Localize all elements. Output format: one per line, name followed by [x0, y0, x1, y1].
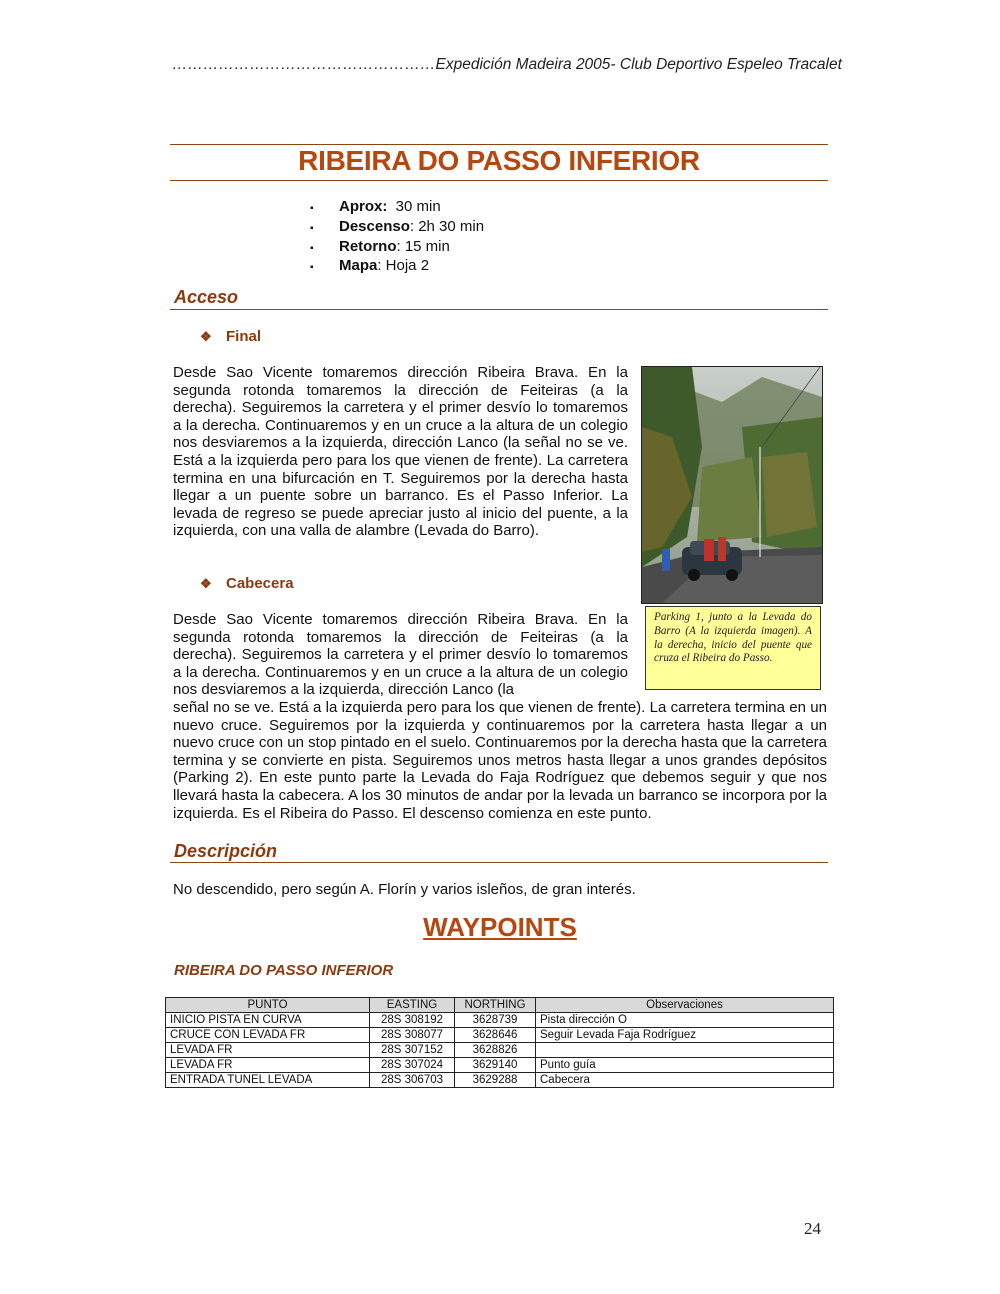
column-header-northing: NORTHING	[455, 998, 536, 1013]
cell-punto: CRUCE CON LEVADA FR	[166, 1028, 370, 1043]
bullet-icon: ▪	[310, 242, 314, 254]
bullet-icon: ▪	[310, 203, 314, 214]
section-heading-descripcion: Descripción	[174, 841, 278, 861]
cell-northing: 3628739	[455, 1013, 536, 1028]
cell-northing: 3629140	[455, 1058, 536, 1073]
cell-easting: 28S 307152	[370, 1043, 455, 1058]
parking-photo-image	[642, 367, 822, 603]
waypoints-heading: WAYPOINTS	[423, 912, 577, 942]
waypoints-subtitle: RIBEIRA DO PASSO INFERIOR	[174, 962, 394, 979]
bullet-icon: ▪	[310, 262, 314, 274]
table-header-row	[166, 998, 834, 1013]
cell-observaciones	[536, 1043, 834, 1058]
cell-easting: 28S 306703	[370, 1073, 455, 1088]
subheading-final: ❖ Final	[200, 328, 262, 345]
cell-northing: 3628646	[455, 1028, 536, 1043]
summary-item-aprox: ▪ Aprox: 30 min	[310, 198, 484, 218]
cell-punto: INICIO PISTA EN CURVA	[166, 1013, 370, 1028]
bullet-icon: ▪	[310, 222, 314, 234]
column-header-observaciones: Observaciones	[536, 998, 834, 1013]
column-header-easting: EASTING	[370, 998, 455, 1013]
table-row	[166, 1013, 834, 1028]
cell-easting: 28S 308192	[370, 1013, 455, 1028]
cell-easting: 28S 308077	[370, 1028, 455, 1043]
page-title: RIBEIRA DO PASSO INFERIOR	[298, 145, 700, 176]
diamond-bullet-icon: ❖	[200, 328, 212, 344]
diamond-bullet-icon: ❖	[200, 575, 212, 591]
title-rule-bottom	[170, 180, 828, 181]
page-number: 24	[804, 1219, 821, 1238]
photo-caption: Parking 1, junto a la Levada do Barro (A la izquierda imagen). A la derecha, inicio del puente que cruza el Ribeira do Passo.	[645, 606, 821, 690]
column-header-punto: PUNTO	[166, 998, 370, 1013]
section-rule-acceso	[170, 309, 828, 310]
cell-northing: 3629288	[455, 1073, 536, 1088]
paragraph-final: Desde Sao Vicente tomaremos dirección Ribeira Brava. En la segunda rotonda tomaremos la dirección de Feiteiras (a la derecha). Seguiremos la carretera y el primer desvío lo tomaremos a la derecha. Continuaremos y en un cruce a la altura de un colegio nos desviaremos a la izquierda, dirección Lanco (la señal no se ve. Está a la izquierda pero para los que vienen de frente). La carretera termina en una bifurcación en T. Seguiremos por la derecha hasta llegar a un puente sobre un barranco. Es el Passo Inferior. La levada de regreso se puede apreciar justo al inicio del puente, a la izquierda, con una valla de alambre (Levada do Barro).	[173, 364, 628, 540]
section-heading-acceso: Acceso	[174, 287, 239, 307]
table-row	[166, 1058, 834, 1073]
cell-observaciones: Punto guía	[536, 1058, 834, 1073]
cell-punto: LEVADA FR	[166, 1043, 370, 1058]
cell-observaciones: Cabecera	[536, 1073, 834, 1088]
cell-observaciones: Pista dirección O	[536, 1013, 834, 1028]
waypoints-table	[165, 997, 834, 1088]
paragraph-cabecera-narrow: Desde Sao Vicente tomaremos dirección Ribeira Brava. En la segunda rotonda tomaremos la dirección de Feiteiras (a la derecha). Seguiremos la carretera y el primer desvío lo tomaremos a la derecha. Continuaremos y en un cruce a la altura de un colegio nos desviaremos a la izquierda, dirección Lanco (la	[173, 611, 628, 699]
table-row	[166, 1043, 834, 1058]
cell-punto: LEVADA FR	[166, 1058, 370, 1073]
paragraph-descripcion: No descendido, pero según A. Florín y varios isleños, de gran interés.	[173, 881, 636, 898]
summary-list	[310, 198, 484, 277]
section-rule-descripcion	[170, 862, 828, 863]
summary-item-mapa: ▪ Mapa : Hoja 2	[310, 257, 484, 277]
parking-photo	[641, 366, 823, 604]
table-row	[166, 1073, 834, 1088]
paragraph-cabecera-wide: señal no se ve. Está a la izquierda pero para los que vienen de frente). La carretera termina en un nuevo cruce. Seguiremos por la izquierda y continuaremos por la carretera hasta llegar a un nuevo cruce con un stop pintado en el suelo. Continuaremos por la derecha hasta que la carretera termina y se convierte en pista. Seguiremos unos metros hasta llegar a unos grandes depósitos (Parking 2). En este punto parte la Levada do Faja Rodríguez que debemos seguir y que nos llevará hasta la cabecera. A los 30 minutos de andar por la levada un barranco se incorpora por la izquierda. Es el Ribeira do Passo. El descenso comienza en este punto.	[173, 699, 827, 822]
cell-northing: 3628826	[455, 1043, 536, 1058]
cell-punto: ENTRADA TUNEL LEVADA	[166, 1073, 370, 1088]
table-row	[166, 1028, 834, 1043]
running-header: ……………………………………………Expedición Madeira 2005- Club Deportivo Espeleo Tracalet	[172, 56, 842, 73]
summary-item-descenso: ▪ Descenso : 2h 30 min	[310, 218, 484, 238]
cell-easting: 28S 307024	[370, 1058, 455, 1073]
subheading-cabecera: ❖ Cabecera	[200, 575, 294, 592]
cell-observaciones: Seguir Levada Faja Rodríguez	[536, 1028, 834, 1043]
summary-item-retorno: ▪ Retorno : 15 min	[310, 238, 484, 258]
